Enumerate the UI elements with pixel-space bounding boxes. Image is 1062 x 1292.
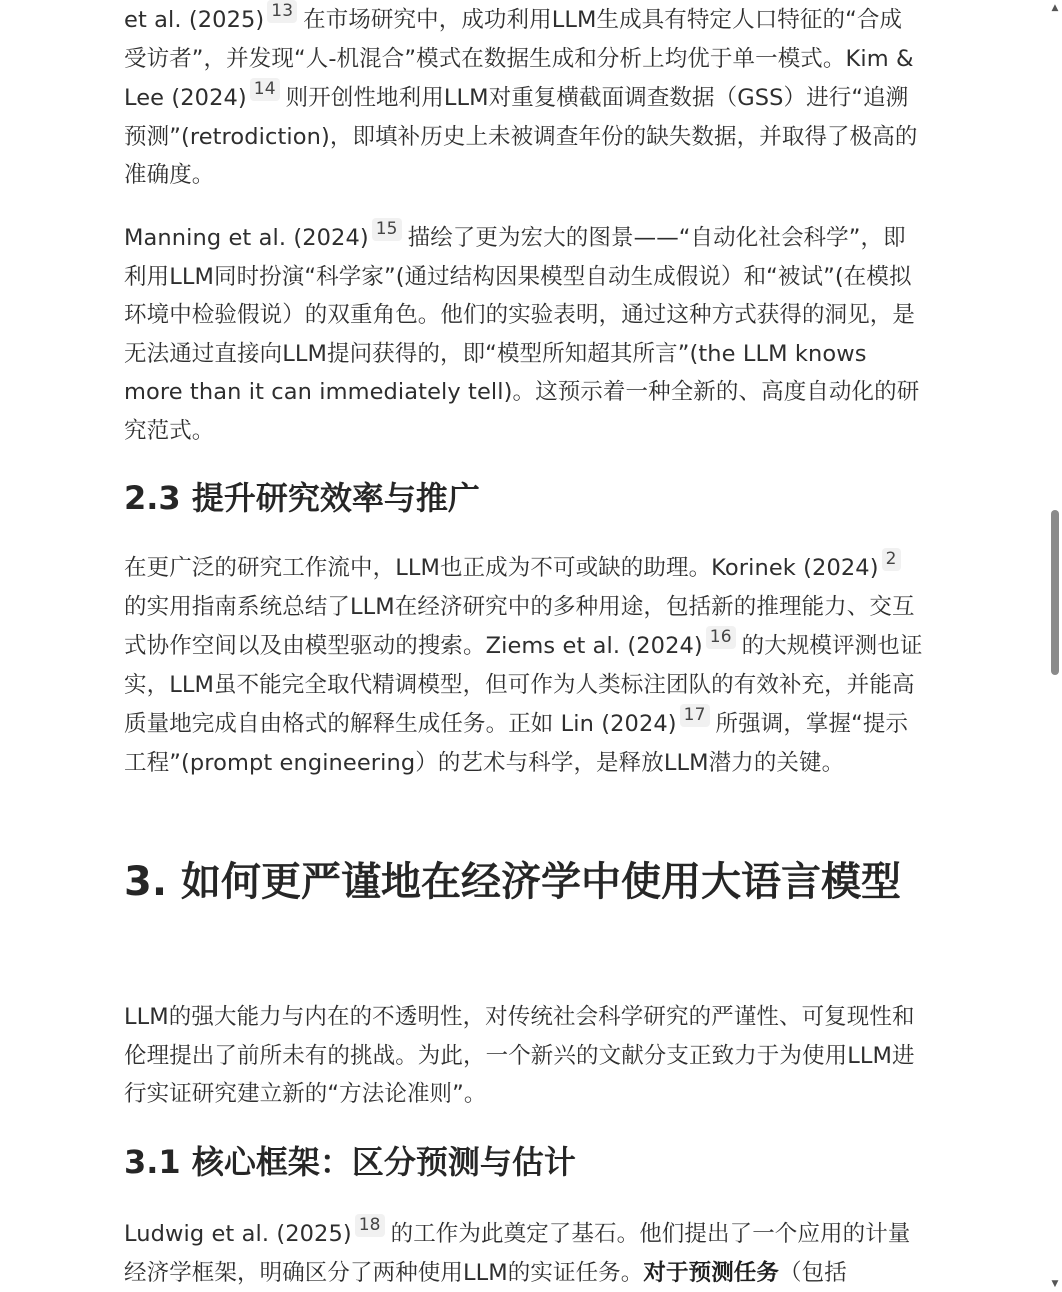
paragraph-text: 的工作为此奠定了基石。他们提出了一个应用的计量经济学框架，明确区分了两种使用LLM的实证任务。 [124,1221,911,1286]
footnote-ref-2[interactable]: 2 [882,548,901,571]
paragraph-text: （包括 [779,1259,847,1286]
vertical-scrollbar[interactable] [1048,0,1062,1292]
bold-emphasis: 对于预测任务 [643,1259,779,1286]
paragraph-research-efficiency [124,548,924,782]
paragraph-text: 的实用指南系统总结了LLM在经济研究中的多种用途，包括新的推理能力、交互式协作空间以及由模型驱动的搜索。Ziems et al. (2024) [124,593,915,659]
paragraph-text: 在市场研究中，成功利用LLM生成具有特定人口特征的“合成受访者”，并发现“人-机混合”模式在数据生成和分析上均优于单一模式。Kim & Lee (2024) [124,7,914,111]
scroll-down-arrow-icon[interactable]: ▼ [1051,1279,1059,1289]
section-heading-3-1: 3.1 核心框架：区分预测与估计 [124,1143,576,1181]
paragraph-text: 描绘了更为宏大的图景——“自动化社会科学”，即利用LLM同时扮演“科学家”(通过结构因果模型自动生成假说）和“被试”(在模拟环境中检验假说）的双重角色。他们的实验表明，通过这种方式获得的洞见，是无法通过直接向LLM提问获得的，即“模型所知超其所言”(the LLM knows more than it can immediately tell)。这预示着一种全新的、高度自动化的研究范式。 [124,225,920,444]
paragraph-text: 则开创性地利用LLM对重复横截面调查数据（GSS）进行“追溯预测”(retrodiction)，即填补历史上未被调查年份的缺失数据，并取得了极高的准确度。 [124,85,918,188]
footnote-ref-14[interactable]: 14 [250,78,280,101]
section-heading-2-3: 2.3 提升研究效率与推广 [124,479,480,517]
citation-text: et al. (2025) [124,7,265,33]
footnote-ref-17[interactable]: 17 [680,704,710,727]
footnote-ref-13[interactable]: 13 [267,0,297,23]
paragraph-automated-social-science [124,218,924,450]
scrollbar-thumb[interactable] [1051,510,1059,675]
citation-text: Ludwig et al. (2025) [124,1221,352,1247]
paragraph-market-research [124,0,924,195]
footnote-ref-18[interactable]: 18 [355,1214,385,1237]
scroll-up-arrow-icon[interactable]: ▲ [1051,3,1059,13]
paragraph-text: 所强调，掌握“提示工程”(prompt engineering）的艺术与科学，是释放LLM潜力的关键。 [124,711,909,776]
paragraph-methodology-challenges [124,998,924,1114]
citation-text: Manning et al. (2024) [124,225,369,251]
paragraph-text: 的大规模评测也证实，LLM虽不能完全取代精调模型，但可作为人类标注团队的有效补充，并能高质量地完成自由格式的解释生成任务。正如 Lin (2024) [124,633,923,737]
paragraph-core-framework [124,1214,924,1292]
footnote-ref-15[interactable]: 15 [372,218,402,241]
paragraph-text: LLM的强大能力与内在的不透明性，对传统社会科学研究的严谨性、可复现性和伦理提出了前所未有的挑战。为此，一个新兴的文献分支正致力于为使用LLM进行实证研究建立新的“方法论准则”。 [124,1004,915,1107]
footnote-ref-16[interactable]: 16 [706,626,736,649]
paragraph-text: 在更广泛的研究工作流中，LLM也正成为不可或缺的助理。Korinek (2024) [124,555,879,581]
section-heading-3: 3. 如何更严谨地在经济学中使用大语言模型 [124,859,901,905]
